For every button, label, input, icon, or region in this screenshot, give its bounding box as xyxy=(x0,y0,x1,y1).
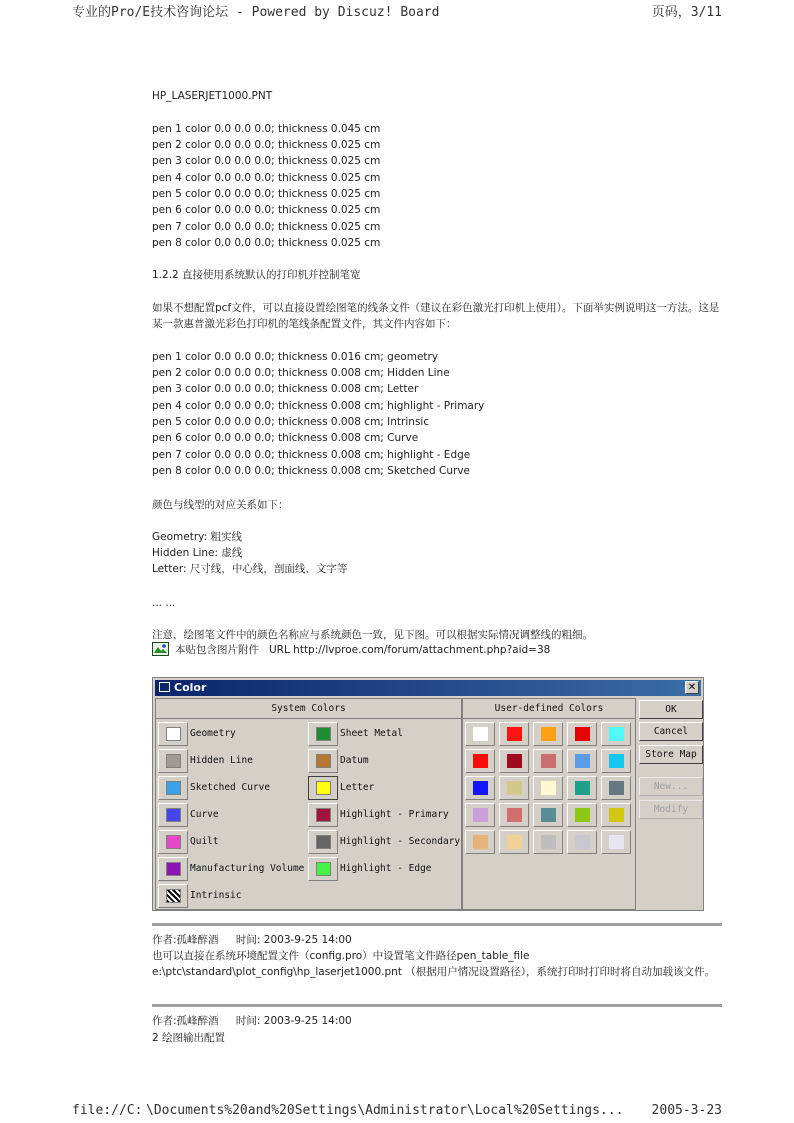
system-color-label: Highlight - Edge xyxy=(340,863,432,874)
color-swatch xyxy=(575,835,590,849)
mapping-line: Geometry: 粗实线 xyxy=(152,531,242,543)
color-swatch-button[interactable] xyxy=(308,722,338,746)
user-color-swatch-button[interactable] xyxy=(567,830,597,854)
attachment-label: 本贴包含图片附件 xyxy=(175,644,259,656)
color-swatch xyxy=(316,862,331,876)
system-color-label: Geometry xyxy=(190,728,236,739)
user-color-swatch-button[interactable] xyxy=(465,722,495,746)
pen-line: pen 2 color 0.0 0.0 0.0; thickness 0.008 cm; Hidden Line xyxy=(152,367,450,379)
color-swatch xyxy=(166,754,181,768)
user-color-swatch-button[interactable] xyxy=(601,749,631,773)
image-attachment-icon xyxy=(152,642,169,656)
user-color-swatch-button[interactable] xyxy=(601,776,631,800)
color-swatch xyxy=(507,754,522,768)
color-swatch-button[interactable] xyxy=(308,830,338,854)
color-swatch xyxy=(166,727,181,741)
section-heading: 1.2.2 直接使用系统默认的打印机并控制笔宽 xyxy=(152,269,361,281)
color-swatch-button[interactable] xyxy=(308,776,338,800)
post-body: 2 绘图输出配置 xyxy=(152,1032,226,1044)
pen-line: pen 3 color 0.0 0.0 0.0; thickness 0.008 cm; Letter xyxy=(152,383,419,395)
user-color-swatch-button[interactable] xyxy=(601,830,631,854)
pen-line: pen 5 color 0.0 0.0 0.0; thickness 0.025 cm xyxy=(152,188,381,200)
modify-button[interactable]: Modify xyxy=(639,800,703,819)
color-swatch-button[interactable] xyxy=(158,857,188,881)
attachment-line xyxy=(152,642,550,657)
color-swatch xyxy=(473,727,488,741)
footer-path-prefix: file://C: xyxy=(72,1103,143,1118)
pen-line: pen 1 color 0.0 0.0 0.0; thickness 0.016 cm; geometry xyxy=(152,351,439,363)
system-color-label: Sheet Metal xyxy=(340,728,403,739)
pen-line: pen 8 color 0.0 0.0 0.0; thickness 0.008 cm; Sketched Curve xyxy=(152,465,470,477)
new-button[interactable]: New... xyxy=(639,777,703,796)
color-swatch-button[interactable] xyxy=(158,884,188,908)
system-colors-title: System Colors xyxy=(271,703,346,714)
system-color-label: Letter xyxy=(340,782,375,793)
color-swatch xyxy=(166,808,181,822)
color-swatch xyxy=(473,808,488,822)
post-meta xyxy=(152,1013,352,1029)
header-page-number: 页码，3/11 xyxy=(651,5,722,20)
system-color-label: Manufacturing Volume xyxy=(190,863,305,874)
pen-line: pen 8 color 0.0 0.0 0.0; thickness 0.025 cm xyxy=(152,237,381,249)
user-color-swatch-button[interactable] xyxy=(533,776,563,800)
mapping-heading: 颜色与线型的对应关系如下： xyxy=(152,499,289,511)
intro-paragraph: 如果不想配置pcf文件，可以直接设置绘图笔的线条文件（建议在彩色激光打印机上使用）。下面举实例说明这一方法。这是某一款惠普激光彩色打印机的笔线条配置文件，其文件内容如下： xyxy=(152,302,720,331)
color-swatch xyxy=(507,727,522,741)
author-name[interactable]: 孤峰醉酒 xyxy=(176,934,219,946)
user-color-swatch-button[interactable] xyxy=(601,722,631,746)
color-swatch xyxy=(166,862,181,876)
pen-line: pen 6 color 0.0 0.0 0.0; thickness 0.025 cm xyxy=(152,204,381,216)
color-swatch xyxy=(507,808,522,822)
system-color-label: Highlight - Secondary xyxy=(340,836,461,847)
user-color-swatch-button[interactable] xyxy=(465,803,495,827)
color-swatch xyxy=(575,781,590,795)
color-swatch xyxy=(316,808,331,822)
pen-line: pen 1 color 0.0 0.0 0.0; thickness 0.045 cm xyxy=(152,123,381,135)
system-color-label: Highlight - Primary xyxy=(340,809,449,820)
system-color-label: Quilt xyxy=(190,836,219,847)
color-swatch xyxy=(316,727,331,741)
note-text: 注意，绘图笔文件中的颜色名称应与系统颜色一致，见下图。可以根据实际情况调整线的粗细。 xyxy=(152,629,593,641)
page-header xyxy=(72,1,722,21)
color-swatch xyxy=(609,835,624,849)
footer-path: \Documents%20and%20Settings\Administrator\Local%20Settings... xyxy=(146,1103,624,1118)
color-swatch-button[interactable] xyxy=(158,803,188,827)
system-color-label: Curve xyxy=(190,809,219,820)
system-color-label: Datum xyxy=(340,755,369,766)
file-name: HP_LASERJET1000.PNT xyxy=(152,90,273,102)
color-swatch xyxy=(609,754,624,768)
color-swatch xyxy=(541,835,556,849)
color-swatch xyxy=(473,781,488,795)
user-color-swatch-button[interactable] xyxy=(567,722,597,746)
color-swatch xyxy=(609,727,624,741)
color-swatch xyxy=(609,781,624,795)
color-swatch xyxy=(473,835,488,849)
user-colors-title: User-defined Colors xyxy=(494,703,604,714)
user-color-swatch-button[interactable] xyxy=(499,776,529,800)
system-color-label: Sketched Curve xyxy=(190,782,271,793)
post-divider xyxy=(152,923,722,926)
author-label: 作者: xyxy=(152,1015,177,1027)
user-color-swatch-button[interactable] xyxy=(533,803,563,827)
pen-line: pen 7 color 0.0 0.0 0.0; thickness 0.008 cm; highlight - Edge xyxy=(152,449,471,461)
pen-line: pen 4 color 0.0 0.0 0.0; thickness 0.008 cm; highlight - Primary xyxy=(152,400,485,412)
user-color-swatch-button[interactable] xyxy=(567,749,597,773)
close-icon[interactable]: ✕ xyxy=(685,681,699,694)
pen-line: pen 4 color 0.0 0.0 0.0; thickness 0.025 cm xyxy=(152,172,381,184)
footer-date: 2005-3-23 xyxy=(651,1103,722,1118)
attachment-url[interactable]: URL http://lvproe.com/forum/attachment.php?aid=38 xyxy=(269,644,551,656)
user-color-swatch-button[interactable] xyxy=(465,776,495,800)
author-name[interactable]: 孤峰醉酒 xyxy=(176,1015,219,1027)
time-label: 时间: xyxy=(235,1015,261,1027)
user-color-swatch-button[interactable] xyxy=(533,830,563,854)
divider xyxy=(463,718,635,719)
mapping-line: Hidden Line: 虚线 xyxy=(152,547,243,559)
dialog-title: Color xyxy=(174,681,207,694)
color-swatch xyxy=(166,781,181,795)
color-swatch xyxy=(541,727,556,741)
color-swatch xyxy=(575,754,590,768)
color-swatch xyxy=(575,808,590,822)
color-swatch xyxy=(166,889,181,903)
pen-line: pen 5 color 0.0 0.0 0.0; thickness 0.008 cm; Intrinsic xyxy=(152,416,430,428)
user-color-swatch-button[interactable] xyxy=(499,722,529,746)
system-colors-panel xyxy=(155,698,462,910)
color-swatch-button[interactable] xyxy=(308,749,338,773)
time-label: 时间: xyxy=(235,934,261,946)
color-swatch xyxy=(541,754,556,768)
user-color-swatch-button[interactable] xyxy=(567,776,597,800)
user-color-swatch-button[interactable] xyxy=(465,830,495,854)
window-icon xyxy=(159,682,170,692)
color-swatch xyxy=(166,835,181,849)
system-color-label: Intrinsic xyxy=(190,890,242,901)
store-map-button[interactable]: Store Map xyxy=(639,745,703,764)
user-color-swatch-button[interactable] xyxy=(499,830,529,854)
ok-button[interactable]: OK xyxy=(639,700,703,719)
divider xyxy=(156,718,461,719)
color-swatch xyxy=(541,781,556,795)
color-swatch xyxy=(541,808,556,822)
user-color-swatch-button[interactable] xyxy=(499,749,529,773)
post-time: 2003-9-25 14:00 xyxy=(263,934,352,946)
post-divider xyxy=(152,1004,722,1007)
pen-line: pen 7 color 0.0 0.0 0.0; thickness 0.025 cm xyxy=(152,221,381,233)
color-swatch-button[interactable] xyxy=(158,722,188,746)
dialog-titlebar xyxy=(155,680,701,696)
pen-line: pen 6 color 0.0 0.0 0.0; thickness 0.008 cm; Curve xyxy=(152,432,419,444)
author-label: 作者: xyxy=(152,934,177,946)
cancel-button[interactable]: Cancel xyxy=(639,722,703,741)
color-swatch xyxy=(507,781,522,795)
user-colors-panel xyxy=(462,698,636,910)
post-time: 2003-9-25 14:00 xyxy=(263,1015,352,1027)
user-color-swatch-button[interactable] xyxy=(601,803,631,827)
color-swatch xyxy=(609,808,624,822)
color-swatch xyxy=(316,835,331,849)
ellipsis: ... ... xyxy=(152,597,176,609)
header-title: 专业的Pro/E技术咨询论坛 - Powered by Discuz! Board xyxy=(72,5,440,20)
user-color-swatch-button[interactable] xyxy=(465,749,495,773)
color-swatch xyxy=(507,835,522,849)
color-swatch xyxy=(316,781,331,795)
system-color-label: Hidden Line xyxy=(190,755,253,766)
color-swatch-button[interactable] xyxy=(158,776,188,800)
mapping-line: Letter: 尺寸线，中心线，剖面线、文字等 xyxy=(152,563,348,575)
page-footer xyxy=(72,1103,722,1123)
color-dialog xyxy=(152,677,704,911)
color-swatch xyxy=(316,754,331,768)
post-meta xyxy=(152,932,352,948)
color-swatch xyxy=(473,754,488,768)
user-color-swatch-button[interactable] xyxy=(533,749,563,773)
color-swatch xyxy=(575,727,590,741)
color-swatch-button[interactable] xyxy=(158,749,188,773)
pen-line: pen 2 color 0.0 0.0 0.0; thickness 0.025 cm xyxy=(152,139,381,151)
post-body: 也可以直接在系统环境配置文件（config.pro）中设置笔文件路径pen_table_file e:\ptc\standard\plot_config\hp_laserjet1000.pnt （根据用户情况设置路径），系统打印时打印时将自动加载该文件。 xyxy=(152,950,716,979)
color-swatch-button[interactable] xyxy=(308,803,338,827)
user-color-swatch-button[interactable] xyxy=(533,722,563,746)
color-swatch-button[interactable] xyxy=(308,857,338,881)
pen-line: pen 3 color 0.0 0.0 0.0; thickness 0.025 cm xyxy=(152,155,381,167)
user-color-swatch-button[interactable] xyxy=(567,803,597,827)
color-swatch-button[interactable] xyxy=(158,830,188,854)
user-color-swatch-button[interactable] xyxy=(499,803,529,827)
